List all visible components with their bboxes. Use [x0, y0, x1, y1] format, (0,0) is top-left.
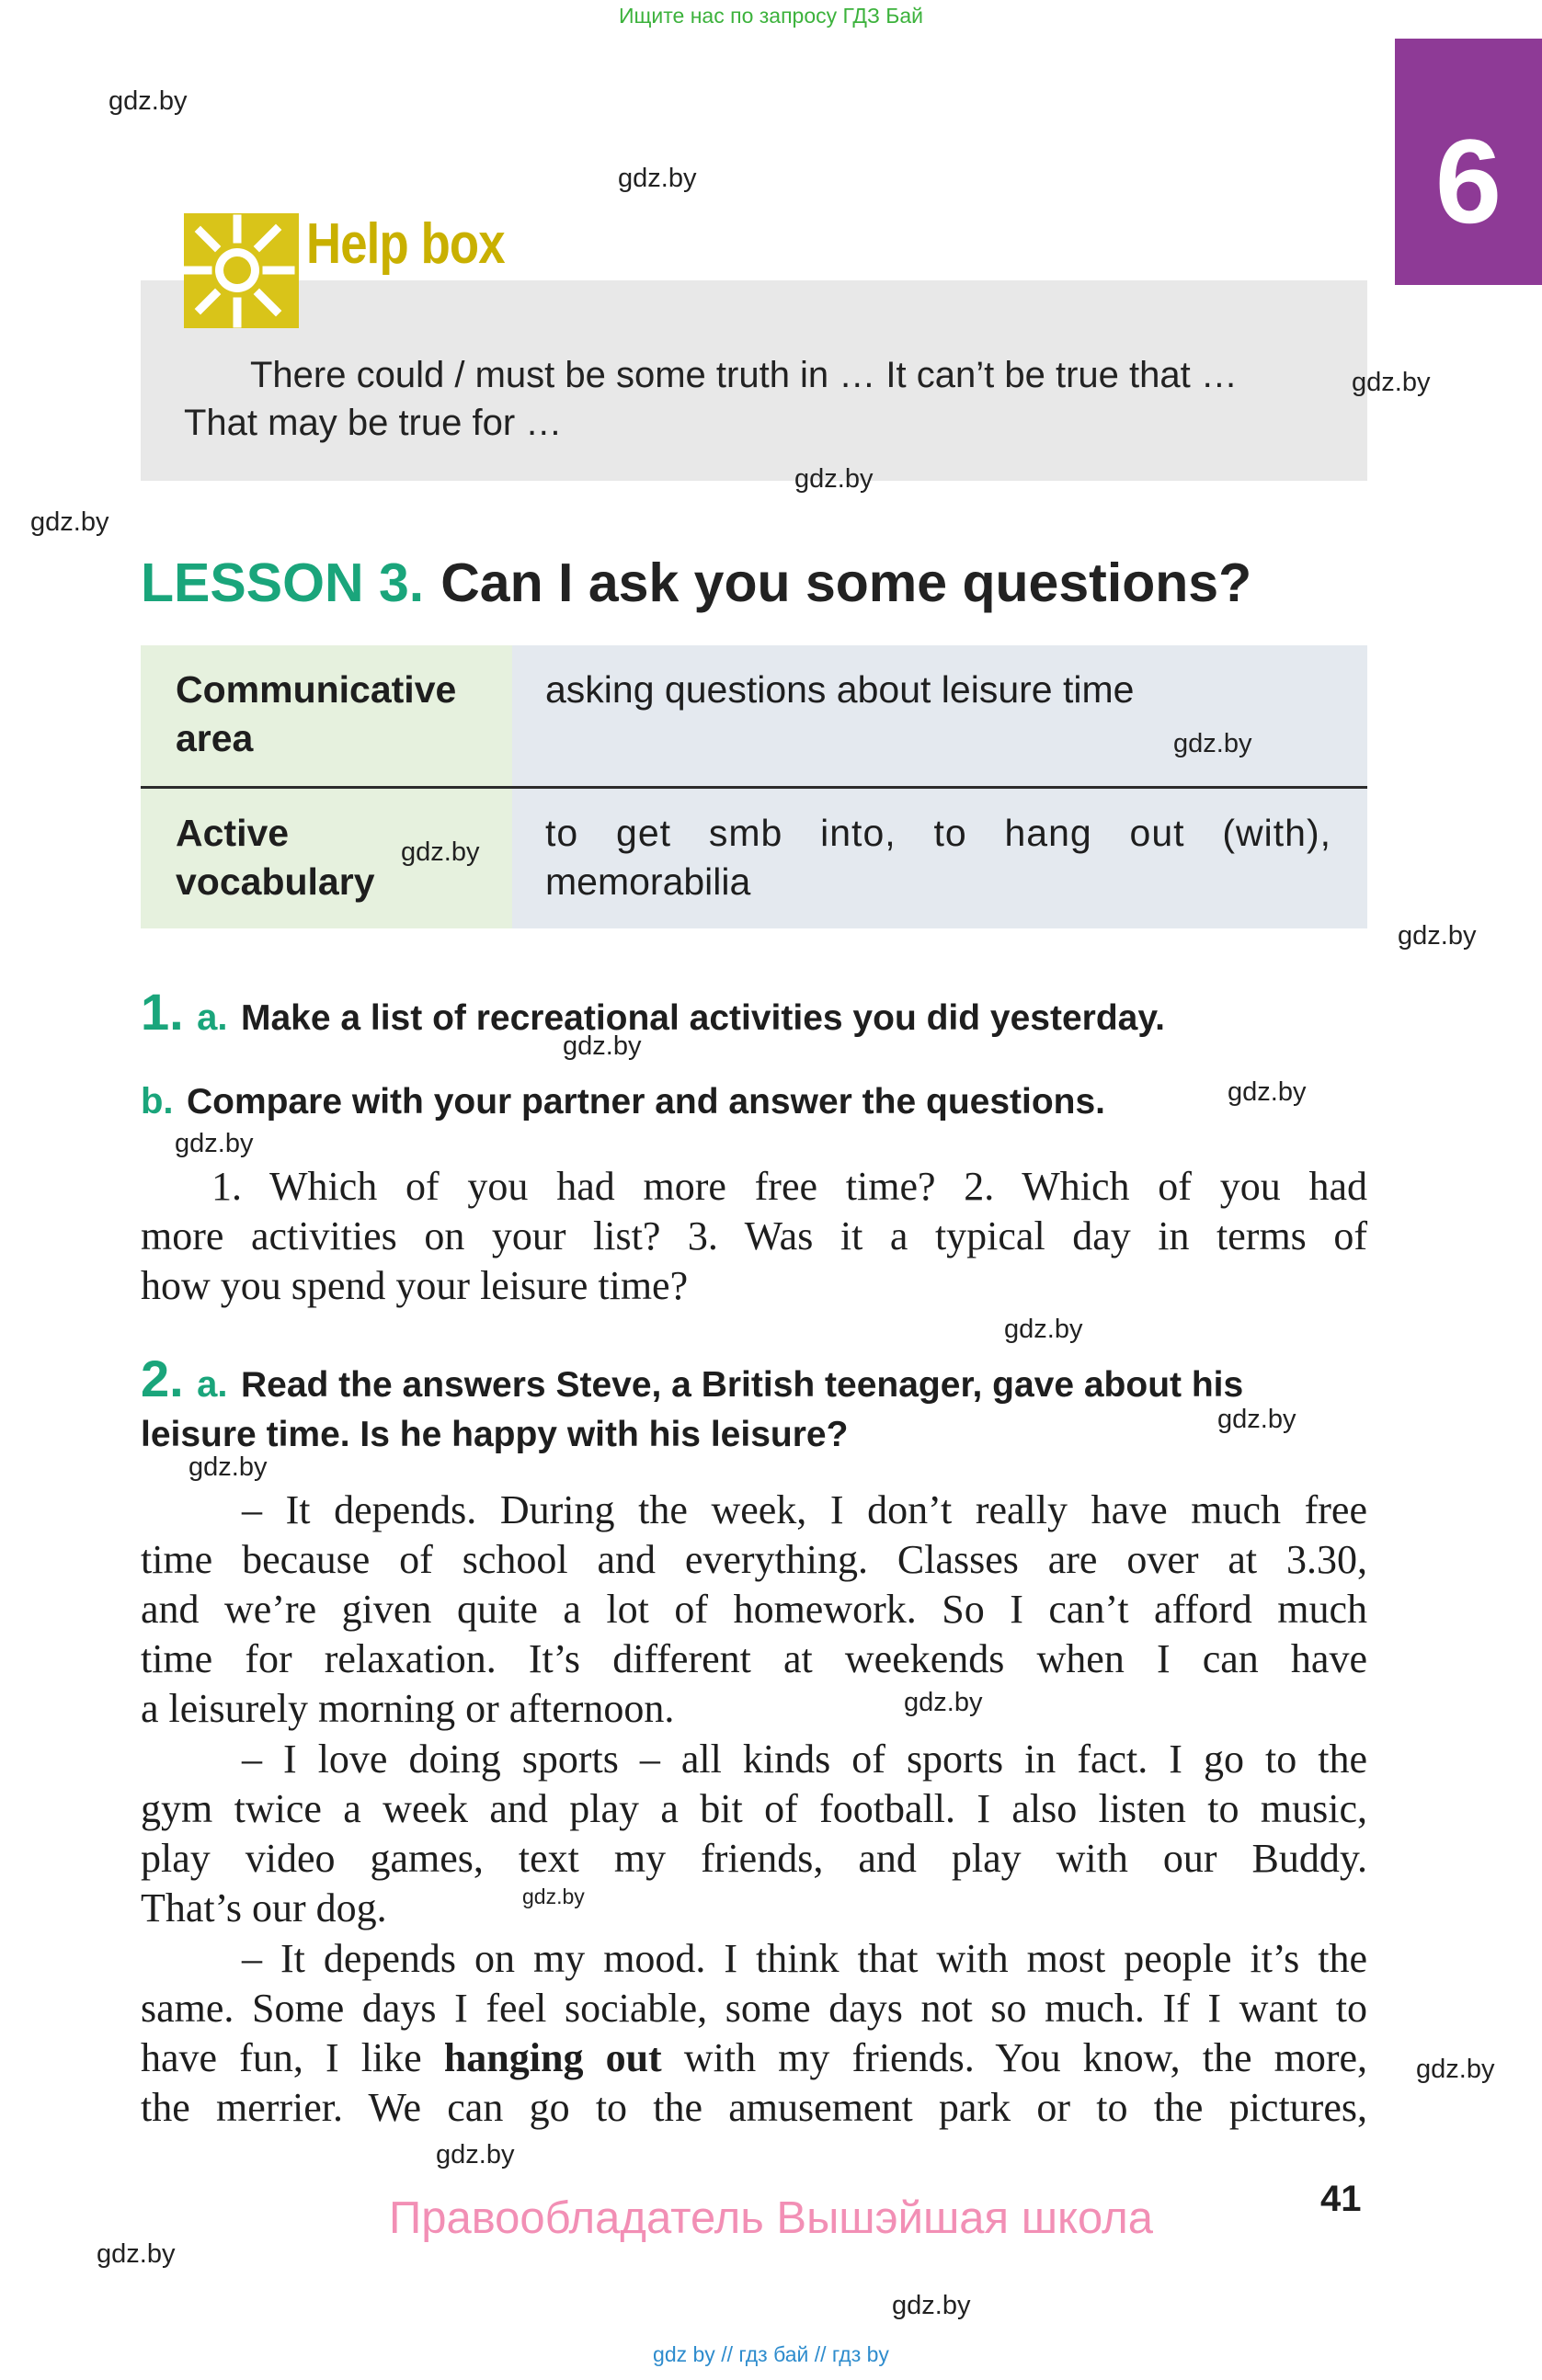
help-box-line-2: That may be true for … — [184, 403, 563, 443]
watermark: gdz.by — [109, 86, 188, 116]
task-1-questions: 1. Which of you had more free time? 2. Which of you had more activities on your list? 3. Was it a typical day in terms of how you spend your leisure time? — [141, 1164, 1367, 1308]
chapter-tab — [1395, 39, 1542, 285]
task-letter: a. — [197, 1364, 228, 1405]
task-number: 1. — [141, 983, 184, 1041]
task-instruction: leisure time. Is he happy with his leisure? — [141, 1415, 849, 1454]
watermark: gdz.by — [563, 1031, 642, 1061]
watermark: gdz.by — [188, 1452, 268, 1482]
copyright-notice: Правообладатель Вышэйшая школа — [388, 2193, 1154, 2243]
watermark: gdz.by — [1217, 1405, 1296, 1434]
lesson-number: LESSON 3. — [141, 552, 425, 613]
footer-links: gdz by // гдз бай // гдз by — [653, 2342, 889, 2366]
text-paragraph-3: – It depends on my mood. I think that with most people it’s the same. Some days I feel sociable, some days not so much. If I want to have fun, I like hanging out with my friends. You know, the more, the merrier. We can go to the amusement park or to the pictures, — [141, 1936, 1368, 2130]
task-1a — [141, 982, 1165, 1042]
task-number: 2. — [141, 1349, 184, 1407]
chapter-number: 6 — [1434, 114, 1502, 248]
watermark: gdz.by — [618, 164, 697, 193]
table-divider — [141, 786, 1367, 789]
watermark: gdz.by — [97, 2239, 176, 2269]
watermark: gdz.by — [1398, 921, 1477, 951]
task-1b — [141, 1081, 1105, 1122]
table-row-value: to get smb into, to hang out (with), memorabilia — [545, 812, 1331, 903]
watermark: gdz.by — [904, 1688, 983, 1717]
top-banner: Ищите нас по запросу ГДЗ Бай — [618, 4, 924, 28]
task-instruction: Read the answers Steve, a British teenager, gave about his — [240, 1365, 1244, 1405]
watermark: gdz.by — [522, 1885, 585, 1908]
text-paragraph-2: – I love doing sports – all kinds of sports in fact. I go to the gym twice a week and play a bit of football. I also listen to music, play video games, text my friends, and play with our Buddy. That’s our dog. — [141, 1737, 1367, 1930]
table-row-label: Communicative area — [176, 668, 457, 759]
watermark: gdz.by — [1228, 1077, 1307, 1107]
watermark: gdz.by — [1004, 1315, 1083, 1344]
watermark: gdz.by — [1416, 2055, 1495, 2084]
watermark: gdz.by — [30, 507, 109, 537]
lesson-heading — [141, 552, 1251, 614]
info-table — [141, 645, 1367, 928]
lesson-title: Can I ask you some questions? — [440, 552, 1252, 613]
watermark: gdz.by — [175, 1129, 254, 1158]
task-letter: a. — [197, 997, 228, 1038]
watermark: gdz.by — [794, 464, 874, 494]
watermark: gdz.by — [1173, 729, 1252, 758]
task-instruction: Compare with your partner and answer the questions. — [187, 1082, 1106, 1122]
task-2a — [141, 1351, 1367, 1455]
page-number: 41 — [1320, 2179, 1362, 2219]
help-box-line-1: There could / must be some truth in … It can’t be true that … — [250, 355, 1238, 395]
watermark: gdz.by — [892, 2291, 971, 2320]
task-letter: b. — [141, 1081, 174, 1122]
table-row-value: asking questions about leisure time — [545, 668, 1135, 711]
sun-icon — [184, 213, 299, 328]
watermark: gdz.by — [401, 837, 480, 867]
text-paragraph-1: – It depends. During the week, I don’t really have much free time because of school and everything. Classes are over at 3.30, and we’re given quite a lot of homework. So I can’t afford much time for relaxation. It’s different at weekends when I can have a leisurely morning or afternoon. — [141, 1487, 1367, 1731]
help-box-title: Help box — [306, 212, 505, 276]
task-instruction: Make a list of recreational activities you did yesterday. — [240, 998, 1165, 1038]
watermark: gdz.by — [1352, 368, 1431, 397]
watermark: gdz.by — [436, 2140, 515, 2169]
active-vocab-highlight: hanging out — [443, 2035, 662, 2080]
table-row-label: Active vocabulary — [176, 812, 375, 903]
